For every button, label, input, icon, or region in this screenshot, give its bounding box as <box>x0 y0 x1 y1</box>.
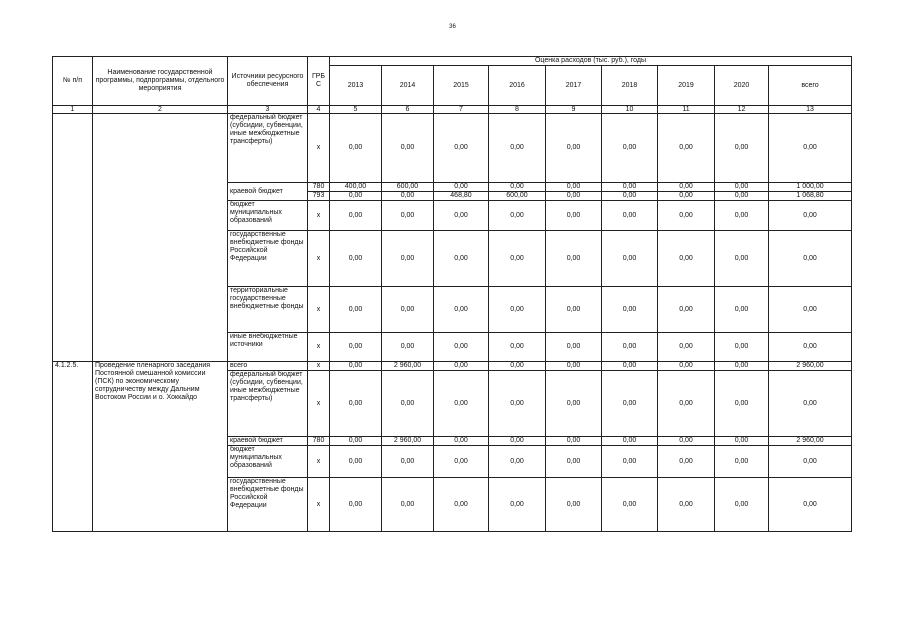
value-cell: 0,00 <box>330 287 382 333</box>
name-cell: Проведение пленарного заседания Постоянной смешанной комиссии (ПСК) по экономическому сотрудничеству между Дальним Востоком России и о. Хоккайдо <box>93 362 228 532</box>
value-cell: 400,00 <box>330 183 382 192</box>
grbs-cell: x <box>308 201 330 231</box>
index-cell: 12 <box>715 106 769 114</box>
value-cell: 0,00 <box>434 333 489 362</box>
grbs-cell: x <box>308 287 330 333</box>
index-cell: 8 <box>489 106 546 114</box>
header-year: 2016 <box>489 66 546 106</box>
value-cell: 0,00 <box>602 437 658 446</box>
value-cell: 0,00 <box>382 201 434 231</box>
value-cell: 0,00 <box>602 287 658 333</box>
value-cell: 0,00 <box>330 192 382 201</box>
value-cell: 0,00 <box>715 333 769 362</box>
grbs-cell: x <box>308 478 330 532</box>
value-cell: 2 960,00 <box>769 362 852 371</box>
value-cell: 0,00 <box>546 183 602 192</box>
value-cell: 0,00 <box>382 114 434 183</box>
value-cell: 0,00 <box>546 114 602 183</box>
value-cell: 2 960,00 <box>769 437 852 446</box>
num-cell: 4.1.2.5. <box>53 362 93 532</box>
value-cell: 0,00 <box>382 333 434 362</box>
table-row <box>53 362 852 371</box>
source-cell: федеральный бюджет (субсидии, субвенции, иные межбюджетные трансферты) <box>228 114 308 183</box>
grbs-cell: x <box>308 114 330 183</box>
value-cell: 0,00 <box>658 371 715 437</box>
index-cell: 7 <box>434 106 489 114</box>
header-grbs: ГРБ С <box>308 57 330 106</box>
value-cell: 0,00 <box>489 333 546 362</box>
value-cell: 0,00 <box>434 231 489 287</box>
value-cell: 0,00 <box>330 362 382 371</box>
value-cell: 0,00 <box>546 362 602 371</box>
value-cell: 0,00 <box>382 478 434 532</box>
index-row <box>53 106 852 114</box>
value-cell: 0,00 <box>658 201 715 231</box>
value-cell: 0,00 <box>489 371 546 437</box>
value-cell: 0,00 <box>658 437 715 446</box>
page-number: 36 <box>449 24 456 30</box>
value-cell: 0,00 <box>715 192 769 201</box>
index-cell: 1 <box>53 106 93 114</box>
value-cell: 0,00 <box>546 201 602 231</box>
value-cell: 0,00 <box>546 478 602 532</box>
value-cell: 0,00 <box>769 478 852 532</box>
grbs-cell: x <box>308 446 330 478</box>
source-cell: территориальные государственные внебюджетные фонды <box>228 287 308 333</box>
value-cell: 0,00 <box>546 371 602 437</box>
value-cell: 0,00 <box>434 362 489 371</box>
name-cell <box>93 114 228 362</box>
value-cell: 0,00 <box>602 231 658 287</box>
value-cell: 0,00 <box>382 446 434 478</box>
value-cell: 0,00 <box>489 446 546 478</box>
value-cell: 0,00 <box>602 333 658 362</box>
value-cell: 0,00 <box>715 183 769 192</box>
budget-table <box>52 56 852 532</box>
value-cell: 0,00 <box>715 437 769 446</box>
value-cell: 0,00 <box>434 371 489 437</box>
header-total: всего <box>769 66 852 106</box>
value-cell: 0,00 <box>769 201 852 231</box>
value-cell: 0,00 <box>489 437 546 446</box>
header-year: 2017 <box>546 66 602 106</box>
header-year: 2015 <box>434 66 489 106</box>
source-cell: бюджет муниципальных образований <box>228 201 308 231</box>
source-cell: государственные внебюджетные фонды Российской Федерации <box>228 231 308 287</box>
value-cell: 0,00 <box>715 446 769 478</box>
value-cell: 0,00 <box>489 183 546 192</box>
value-cell: 0,00 <box>546 333 602 362</box>
value-cell: 0,00 <box>489 287 546 333</box>
grbs-cell: 793 <box>308 192 330 201</box>
value-cell: 0,00 <box>602 371 658 437</box>
value-cell: 0,00 <box>769 114 852 183</box>
value-cell: 0,00 <box>434 287 489 333</box>
value-cell: 0,00 <box>769 231 852 287</box>
value-cell: 0,00 <box>330 114 382 183</box>
grbs-cell: x <box>308 362 330 371</box>
value-cell: 0,00 <box>769 287 852 333</box>
value-cell: 0,00 <box>602 446 658 478</box>
value-cell: 0,00 <box>769 371 852 437</box>
value-cell: 0,00 <box>715 231 769 287</box>
source-cell: федеральный бюджет (субсидии, субвенции, иные межбюджетные трансферты) <box>228 371 308 437</box>
index-cell: 11 <box>658 106 715 114</box>
value-cell: 1 000,00 <box>769 183 852 192</box>
value-cell: 0,00 <box>602 114 658 183</box>
index-cell: 9 <box>546 106 602 114</box>
value-cell: 0,00 <box>658 333 715 362</box>
value-cell: 0,00 <box>382 371 434 437</box>
num-cell <box>53 114 93 362</box>
value-cell: 0,00 <box>602 478 658 532</box>
value-cell: 0,00 <box>658 478 715 532</box>
header-year: 2018 <box>602 66 658 106</box>
value-cell: 0,00 <box>330 231 382 287</box>
header-name: Наименование государственной программы, подпрограммы, отдельного мероприятия <box>93 57 228 106</box>
index-cell: 6 <box>382 106 434 114</box>
header-estimate: Оценка расходов (тыс. руб.), годы <box>330 57 852 66</box>
value-cell: 600,00 <box>382 183 434 192</box>
grbs-cell: x <box>308 231 330 287</box>
value-cell: 0,00 <box>658 231 715 287</box>
value-cell: 0,00 <box>434 201 489 231</box>
value-cell: 0,00 <box>546 437 602 446</box>
source-cell: всего <box>228 362 308 371</box>
index-cell: 3 <box>228 106 308 114</box>
value-cell: 0,00 <box>546 446 602 478</box>
value-cell: 0,00 <box>330 478 382 532</box>
value-cell: 0,00 <box>602 192 658 201</box>
index-cell: 10 <box>602 106 658 114</box>
value-cell: 0,00 <box>602 201 658 231</box>
value-cell: 0,00 <box>715 201 769 231</box>
value-cell: 0,00 <box>434 478 489 532</box>
grbs-cell: x <box>308 333 330 362</box>
value-cell: 0,00 <box>434 114 489 183</box>
value-cell: 0,00 <box>769 446 852 478</box>
index-cell: 2 <box>93 106 228 114</box>
table-row <box>53 114 852 183</box>
value-cell: 0,00 <box>434 446 489 478</box>
header-num: № п/п <box>53 57 93 106</box>
value-cell: 0,00 <box>602 183 658 192</box>
value-cell: 0,00 <box>382 231 434 287</box>
value-cell: 0,00 <box>489 478 546 532</box>
value-cell: 0,00 <box>434 437 489 446</box>
value-cell: 0,00 <box>434 183 489 192</box>
value-cell: 0,00 <box>330 371 382 437</box>
value-cell: 0,00 <box>769 333 852 362</box>
source-cell: краевой бюджет <box>228 183 308 201</box>
header-source: Источники ресурсного обеспечения <box>228 57 308 106</box>
value-cell: 0,00 <box>658 287 715 333</box>
value-cell: 0,00 <box>330 333 382 362</box>
value-cell: 0,00 <box>658 446 715 478</box>
grbs-cell: 780 <box>308 437 330 446</box>
value-cell: 0,00 <box>489 362 546 371</box>
index-cell: 4 <box>308 106 330 114</box>
value-cell: 2 960,00 <box>382 362 434 371</box>
grbs-cell: x <box>308 371 330 437</box>
source-cell: иные внебюджетные источники <box>228 333 308 362</box>
value-cell: 0,00 <box>715 362 769 371</box>
header-year: 2020 <box>715 66 769 106</box>
value-cell: 0,00 <box>382 287 434 333</box>
value-cell: 0,00 <box>330 437 382 446</box>
header-year: 2019 <box>658 66 715 106</box>
value-cell: 0,00 <box>715 114 769 183</box>
value-cell: 468,80 <box>434 192 489 201</box>
value-cell: 0,00 <box>658 192 715 201</box>
value-cell: 0,00 <box>715 371 769 437</box>
value-cell: 0,00 <box>489 114 546 183</box>
value-cell: 1 068,80 <box>769 192 852 201</box>
value-cell: 0,00 <box>330 201 382 231</box>
value-cell: 0,00 <box>546 231 602 287</box>
header-year: 2013 <box>330 66 382 106</box>
index-cell: 5 <box>330 106 382 114</box>
grbs-cell: 780 <box>308 183 330 192</box>
value-cell: 0,00 <box>382 192 434 201</box>
value-cell: 0,00 <box>658 183 715 192</box>
value-cell: 0,00 <box>715 478 769 532</box>
value-cell: 600,00 <box>489 192 546 201</box>
value-cell: 0,00 <box>658 362 715 371</box>
value-cell: 0,00 <box>602 362 658 371</box>
value-cell: 0,00 <box>489 201 546 231</box>
index-cell: 13 <box>769 106 852 114</box>
value-cell: 0,00 <box>658 114 715 183</box>
value-cell: 0,00 <box>715 287 769 333</box>
value-cell: 0,00 <box>489 231 546 287</box>
source-cell: краевой бюджет <box>228 437 308 446</box>
value-cell: 0,00 <box>546 287 602 333</box>
value-cell: 0,00 <box>546 192 602 201</box>
header-year: 2014 <box>382 66 434 106</box>
source-cell: бюджет муниципальных образований <box>228 446 308 478</box>
value-cell: 2 960,00 <box>382 437 434 446</box>
source-cell: государственные внебюджетные фонды Российской Федерации <box>228 478 308 532</box>
value-cell: 0,00 <box>330 446 382 478</box>
